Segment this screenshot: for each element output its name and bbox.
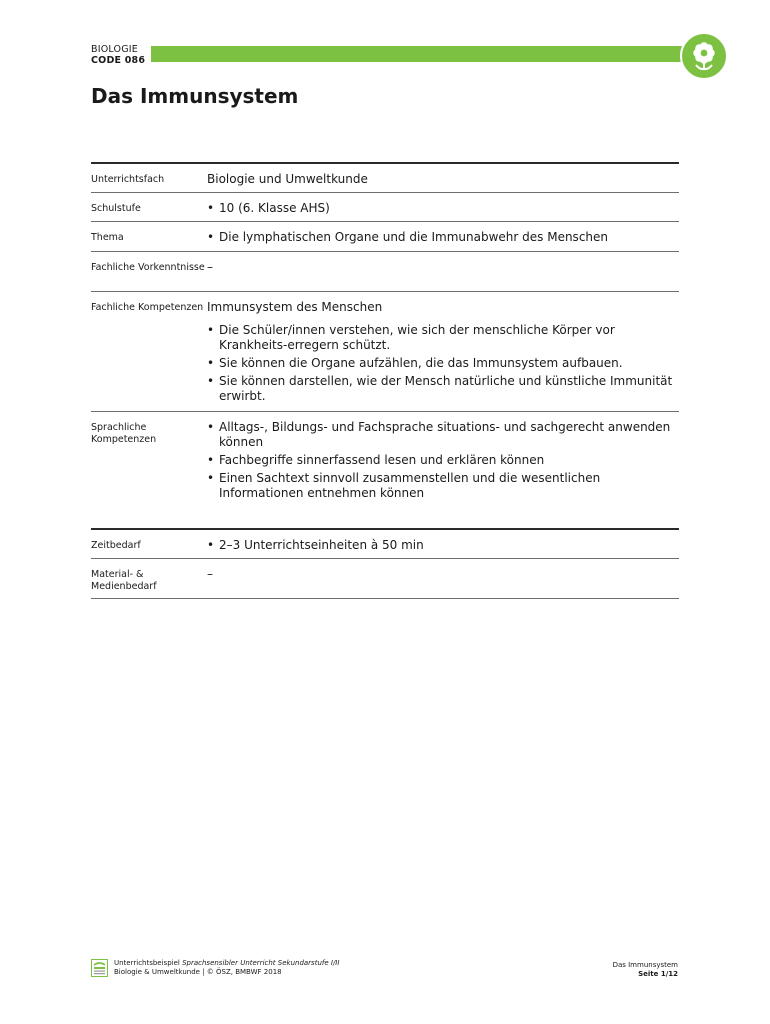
list-item: • Alltags-, Bildungs- und Fachsprache situations- und sachgerecht anwenden können — [207, 420, 679, 450]
row-value — [207, 412, 679, 528]
flower-icon — [680, 32, 728, 80]
list-item: • Fachbegriffe sinnerfassend lesen und erklären können — [207, 453, 679, 468]
page-number: Seite 1/12 — [638, 970, 678, 978]
table-row — [91, 162, 679, 193]
page-title: Das Immunsystem — [91, 84, 299, 108]
table-row — [91, 193, 679, 222]
row-label: Schulstufe — [91, 203, 141, 214]
row-value: – — [207, 567, 213, 581]
footer-right — [613, 961, 678, 979]
row-value: – — [207, 260, 213, 274]
row-value — [207, 193, 679, 221]
header-subject — [91, 44, 145, 66]
row-label: Zeitbedarf — [91, 540, 141, 551]
list-item: • 10 (6. Klasse AHS) — [207, 201, 679, 216]
row-value — [207, 222, 679, 251]
list-item: • Sie können die Organe aufzählen, die das Immunsystem aufbauen. — [207, 356, 679, 371]
list-item: • Einen Sachtext sinnvoll zusammenstellen und die wesentlichen Informationen entnehmen können — [207, 471, 679, 501]
row-label: Sprachliche Kompetenzen — [91, 422, 157, 445]
footer-line-2: Biologie & Umweltkunde | © ÖSZ, BMBWF 2018 — [114, 968, 282, 976]
row-value — [207, 292, 679, 411]
list-item: • Die lymphatischen Organe und die Immunabwehr des Menschen — [207, 230, 679, 245]
row-label: Fachliche Vorkenntnisse — [91, 262, 205, 273]
table-row — [91, 292, 679, 412]
footer-line-1: Unterrichtsbeispiel Sprachsensibler Unterricht Sekundarstufe I/II — [114, 959, 340, 967]
row-label: Thema — [91, 232, 124, 243]
info-table — [91, 162, 679, 599]
table-row — [91, 528, 679, 559]
footer-text — [114, 959, 339, 977]
list-item: • Sie können darstellen, wie der Mensch natürliche und künstliche Immunität erwirbt. — [207, 374, 679, 404]
oesz-logo-icon — [91, 959, 108, 977]
table-row — [91, 222, 679, 252]
row-value — [207, 530, 679, 558]
table-row — [91, 412, 679, 528]
subject-label: BIOLOGIE — [91, 44, 138, 55]
row-value: Biologie und Umweltkunde — [207, 172, 368, 186]
header-accent-bar — [151, 46, 711, 62]
table-row — [91, 252, 679, 292]
footer-left — [91, 959, 339, 977]
table-row — [91, 559, 679, 599]
row-label: Material- & Medienbedarf — [91, 569, 157, 592]
competence-heading: Immunsystem des Menschen — [207, 300, 383, 314]
row-label: Fachliche Kompetenzen — [91, 302, 204, 313]
code-label: CODE 086 — [91, 55, 146, 66]
row-label: Unterrichtsfach — [91, 174, 165, 185]
list-item: • Die Schüler/innen verstehen, wie sich der menschliche Körper vor Krankheits-erregern schützt. — [207, 323, 679, 353]
footer-doc-title: Das Immunsystem — [612, 961, 678, 969]
list-item: • 2–3 Unterrichtseinheiten à 50 min — [207, 538, 679, 553]
